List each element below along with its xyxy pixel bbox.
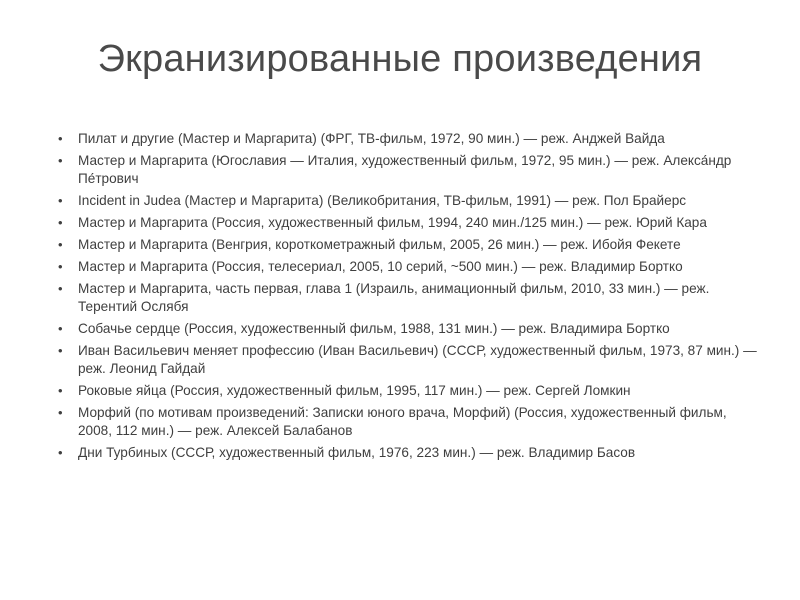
list-item-text: Мастер и Маргарита (Югославия — Италия, художественный фильм, 1972, 95 мин.) — реж. Алекса́ндр Пе́трович — [78, 153, 732, 186]
list-item — [58, 382, 758, 400]
list-item-text: Пилат и другие (Мастер и Маргарита) (ФРГ, ТВ-фильм, 1972, 90 мин.) — реж. Анджей Вайда — [78, 131, 665, 146]
list-item-text: Роковые яйца (Россия, художественный фильм, 1995, 117 мин.) — реж. Сергей Ломкин — [78, 383, 631, 398]
bullet-icon: • — [58, 237, 63, 252]
bullet-icon: • — [58, 281, 63, 296]
list-item — [58, 404, 758, 440]
bullet-icon: • — [58, 131, 63, 146]
list-item — [58, 258, 758, 276]
list-item — [58, 236, 758, 254]
list-item-text: Иван Васильевич меняет профессию (Иван Васильевич) (СССР, художественный фильм, 1973, 87 мин.) — реж. Леонид Гайдай — [78, 343, 757, 376]
bullet-list — [58, 130, 758, 466]
list-item-text: Мастер и Маргарита (Россия, телесериал, 2005, 10 серий, ~500 мин.) — реж. Владимир Бортко — [78, 259, 683, 274]
list-item-text: Дни Турбиных (СССР, художественный фильм, 1976, 223 мин.) — реж. Владимир Басов — [78, 445, 636, 460]
list-item — [58, 214, 758, 232]
bullet-icon: • — [58, 445, 63, 460]
bullet-icon: • — [58, 215, 63, 230]
bullet-icon: • — [58, 259, 63, 274]
list-item — [58, 444, 758, 462]
list-item — [58, 130, 758, 148]
list-item-text: Морфий (по мотивам произведений: Записки юного врача, Морфий) (Россия, художественный фильм, 2008, 112 мин.) — реж. Алексей Балабанов — [78, 405, 727, 438]
list-item — [58, 320, 758, 338]
bullet-icon: • — [58, 321, 63, 336]
list-item — [58, 192, 758, 210]
list-item — [58, 152, 758, 188]
list-item-text: Мастер и Маргарита (Венгрия, короткометражный фильм, 2005, 26 мин.) — реж. Ибойя Фекете — [78, 237, 681, 252]
bullet-icon: • — [58, 405, 63, 420]
bullet-icon: • — [58, 383, 63, 398]
bullet-icon: • — [58, 153, 63, 168]
list-item-text: Incident in Judea (Мастер и Маргарита) (Великобритания, ТВ-фильм, 1991) — реж. Пол Брайерс — [78, 193, 687, 208]
list-item-text: Мастер и Маргарита, часть первая, глава 1 (Израиль, анимационный фильм, 2010, 33 мин.) — реж. Терентий Ослябя — [78, 281, 710, 314]
slide-title: Экранизированные произведения — [97, 38, 703, 80]
bullet-icon: • — [58, 193, 63, 208]
list-item — [58, 342, 758, 378]
list-item-text: Мастер и Маргарита (Россия, художественный фильм, 1994, 240 мин./125 мин.) — реж. Юрий Кара — [78, 215, 707, 230]
list-item — [58, 280, 758, 316]
list-item-text: Собачье сердце (Россия, художественный фильм, 1988, 131 мин.) — реж. Владимира Бортко — [78, 321, 670, 336]
bullet-icon: • — [58, 343, 63, 358]
